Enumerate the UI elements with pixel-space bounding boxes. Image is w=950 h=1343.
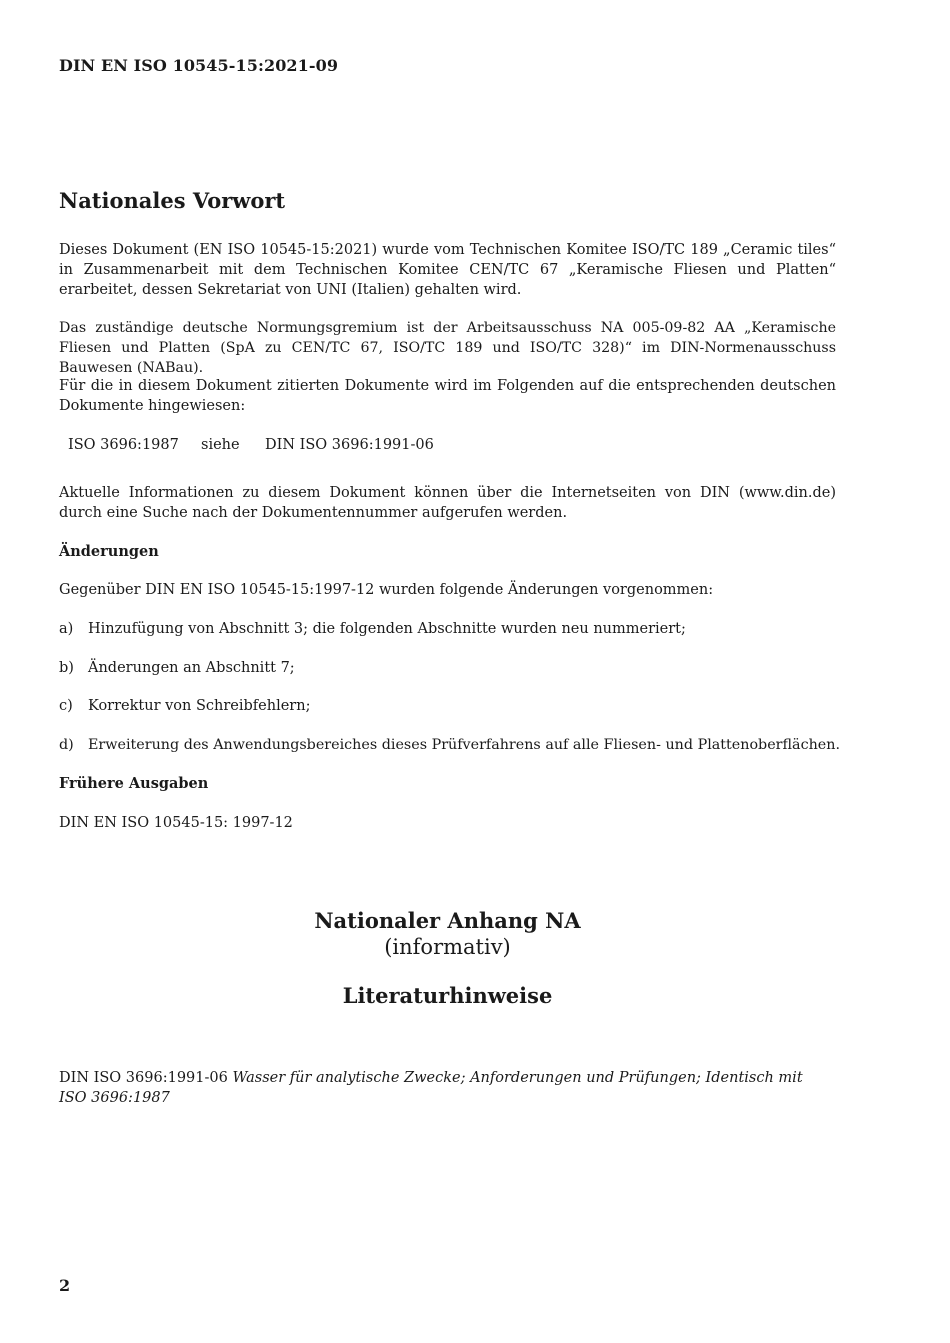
- list-item-text: Korrektur von Schreibfehlern;: [88, 698, 311, 714]
- literature-title: Literaturhinweise: [342, 983, 553, 1008]
- vorwort-paragraph-4: [59, 483, 836, 523]
- reference-target: DIN ISO 3696:1991-06: [265, 437, 434, 453]
- literature-entry-line-2: ISO 3696:1987: [59, 1090, 170, 1106]
- section-title-vorwort: Nationales Vorwort: [59, 188, 286, 213]
- list-marker: d): [59, 737, 74, 753]
- paragraph-text: Für die in diesem Dokument zitierten Dokumente wird im Folgenden auf die entsprechenden deutschen Dokumente hingewiesen:: [59, 378, 836, 414]
- previous-editions-text: DIN EN ISO 10545-15: 1997-12: [59, 815, 293, 831]
- page-number: 2: [59, 1276, 71, 1295]
- list-item-text: Hinzufügung von Abschnitt 3; die folgenden Abschnitte wurden neu nummeriert;: [88, 621, 686, 637]
- vorwort-paragraph-3: [59, 376, 836, 416]
- changes-intro-block: [59, 580, 836, 600]
- list-marker: b): [59, 660, 74, 676]
- literature-entry-ref: DIN ISO 3696:1991-06: [59, 1070, 228, 1086]
- list-marker: c): [59, 698, 73, 714]
- changes-heading-block: [59, 542, 836, 562]
- previous-heading-block: [59, 774, 836, 794]
- annex-heading: [59, 908, 836, 960]
- list-item: [59, 735, 840, 755]
- annex-subtitle: (informativ): [384, 935, 511, 959]
- paragraph-text: Aktuelle Informationen zu diesem Dokument können über die Internetseiten von DIN (www.din.de) durch eine Suche nach der Dokumentennummer aufgerufen werden.: [59, 485, 836, 521]
- list-item-text: Erweiterung des Anwendungsbereiches dieses Prüfverfahrens auf alle Fliesen- und Plattenoberflächen.: [88, 737, 840, 753]
- reference-relation: siehe: [201, 437, 240, 453]
- changes-heading: Änderungen: [59, 543, 159, 560]
- vorwort-paragraph-1: [59, 240, 836, 300]
- annex-title: Nationaler Anhang NA: [314, 908, 581, 933]
- literature-entry: [59, 1068, 836, 1108]
- paragraph-text: Das zuständige deutsche Normungsgremium ist der Arbeitsausschuss NA 005-09-82 AA „Keramische Fliesen und Platten (SpA zu CEN/TC 67, ISO/TC 189 und ISO/TC 328)“ im DIN-Normenausschuss Bauwesen (NABau).: [59, 320, 836, 376]
- list-item: [59, 696, 836, 716]
- list-item: [59, 619, 836, 639]
- vorwort-paragraph-2: [59, 318, 836, 378]
- literature-entry-title: Wasser für analytische Zwecke; Anforderungen und Prüfungen; Identisch mit: [232, 1070, 803, 1086]
- reference-mapping-row: [68, 435, 434, 455]
- reference-source: ISO 3696:1987: [68, 437, 179, 453]
- previous-editions-heading: Frühere Ausgaben: [59, 775, 209, 792]
- literature-entry-line-1: [59, 1068, 836, 1088]
- list-item: [59, 658, 836, 678]
- document-header-id: DIN EN ISO 10545-15:2021-09: [59, 56, 339, 75]
- list-marker: a): [59, 621, 74, 637]
- list-item-text: Änderungen an Abschnitt 7;: [88, 660, 295, 676]
- previous-editions-block: [59, 813, 836, 833]
- changes-intro: Gegenüber DIN EN ISO 10545-15:1997-12 wurden folgende Änderungen vorgenommen:: [59, 582, 714, 598]
- paragraph-text: Dieses Dokument (EN ISO 10545-15:2021) wurde vom Technischen Komitee ISO/TC 189 „Ceramic tiles“ in Zusammenarbeit mit dem Technischen Komitee CEN/TC 67 „Keramische Fliesen und Platten“ erarbeitet, dessen Sekretariat von UNI (Italien) gehalten wird.: [59, 242, 836, 298]
- document-page: [59, 0, 840, 1343]
